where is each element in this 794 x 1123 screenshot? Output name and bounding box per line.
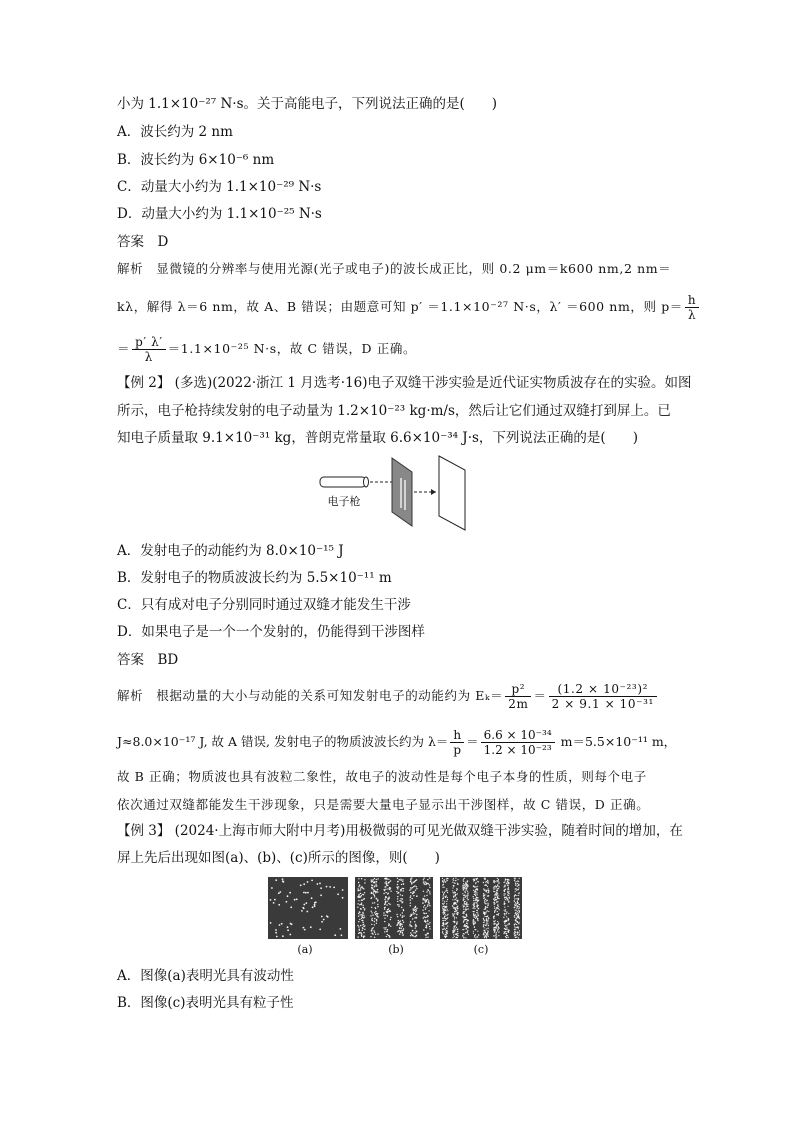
fraction-p2-over-2m: $\frac{\text{p²}}{2m}$ [505, 682, 531, 711]
screen [439, 456, 465, 530]
q2-analysis-line2: J≈8.0×10⁻¹⁷ J, 故 A 错误, 发射电子的物质波波长约为 λ＝ $\frac{h}{p}$ ＝ $\frac{\text{6.6 × 10⁻³⁴}}{\text{1.2 × 10⁻²³}}$ m＝5.5×10⁻¹¹ m， [117, 728, 677, 757]
fraction-kinetic-energy-values: $\frac{\text{(1.2 × 10⁻²³)²}}{\text{2 × 9.1 × 10⁻³¹}}$ [549, 682, 657, 711]
double-slit-diagram [318, 452, 478, 532]
image-a-label: (a) [297, 943, 313, 956]
q3-stem-line2: 屏上先后出现如图(a)、(b)、(c)所示的图像，则( ) [117, 850, 440, 866]
q2-analysis-line1: 解析 根据动量的大小与动能的关系可知发射电子的动能约为 Eₖ＝ $\frac{\text{p²}}{2m}$ ＝ $\frac{\text{(1.2 × 10⁻²³)²}}{\text{2 × 9.1 × 10⁻³¹}}$ [117, 682, 659, 711]
q1-analysis-text: kλ，解得 λ＝6 nm，故 A、B 错误；由题意可知 p′ ＝1.1×10⁻²⁷ N·s，λ′ ＝600 nm，则 p＝ [117, 299, 683, 314]
interference-images [268, 877, 524, 941]
q1-stem: 小为 1.1×10⁻²⁷ N·s。关于高能电子，下列说法正确的是( ) [117, 96, 498, 112]
q3-option-b: B．图像(c)表明光具有粒子性 [117, 995, 294, 1011]
q1-option-c: C．动量大小约为 1.1×10⁻²⁹ N·s [117, 179, 322, 195]
electron-gun [320, 477, 366, 487]
q1-analysis-line1: 解析 显微镜的分辨率与使用光源(光子或电子)的波长成正比，则 0.2 μm＝k600 nm,2 nm＝ [117, 261, 672, 276]
image-c-label: (c) [473, 943, 489, 956]
fraction-p-lambda-over-lambda: $\frac{p' \lambda'}{\lambda}$ [132, 335, 166, 364]
q1-answer: 答案 D [117, 234, 169, 250]
q1-option-b: B．波长约为 6×10⁻⁶ nm [117, 152, 275, 168]
q1-analysis-line2 [117, 293, 701, 322]
q1-analysis-line3: ＝ $\frac{p' \lambda'}{\lambda}$ ＝1.1×10⁻²⁵ N·s，故 C 错误，D 正确。 [117, 335, 417, 364]
q2-option-c: C．只有成对电子分别同时通过双缝才能发生干涉 [117, 597, 411, 613]
q2-answer: 答案 BD [117, 652, 179, 668]
q2-stem-line2: 所示，电子枪持续发射的电子动量为 1.2×10⁻²³ kg·m/s，然后让它们通过双缝打到屏上。已 [117, 403, 671, 419]
q2-stem-line1: 【例 2】 (多选)(2022·浙江 1 月选考·16)电子双缝干涉实验是近代证实物质波存在的实验。如图 [117, 375, 692, 391]
fraction-wavelength-values: $\frac{\text{6.6 × 10⁻³⁴}}{\text{1.2 × 10⁻²³}}$ [481, 728, 555, 757]
electron-gun-label: 电子枪 [327, 495, 361, 508]
double-slit-plate [392, 458, 412, 526]
q2-option-d: D．如果电子是一个一个发射的，仍能得到干涉图样 [117, 624, 425, 640]
q3-stem-line1: 【例 3】 (2024·上海市师大附中月考)用极微弱的可见光做双缝干涉实验，随着时间的增加，在 [117, 823, 683, 839]
fraction-h-over-p: $\frac{h}{p}$ [450, 728, 464, 757]
image-c-fringes [440, 877, 522, 939]
q2-option-b: B．发射电子的物质波波长约为 5.5×10⁻¹¹ m [117, 570, 392, 586]
q2-stem-line3: 知电子质量取 9.1×10⁻³¹ kg，普朗克常量取 6.6×10⁻³⁴ J·s，下列说法正确的是( ) [117, 430, 638, 446]
q2-analysis-line4: 依次通过双缝都能发生干涉现象，只是需要大量电子显示出干涉图样，故 C 错误，D 正确。 [117, 797, 650, 812]
q1-option-d: D．动量大小约为 1.1×10⁻²⁵ N·s [117, 206, 322, 222]
q1-option-a: A．波长约为 2 nm [117, 124, 233, 140]
q2-analysis-line3: 故 B 正确；物质波也具有波粒二象性，故电子的波动性是每个电子本身的性质，则每个电子 [117, 769, 647, 784]
image-b-label: (b) [388, 943, 404, 956]
image-b-partial-fringes [355, 877, 433, 939]
image-a-particles [268, 877, 348, 939]
q2-option-a: A．发射电子的动能约为 8.0×10⁻¹⁵ J [117, 543, 344, 559]
q3-option-a: A．图像(a)表明光具有波动性 [117, 968, 294, 984]
fraction-h-over-lambda: $\frac{h}{\lambda}$ [685, 293, 699, 322]
